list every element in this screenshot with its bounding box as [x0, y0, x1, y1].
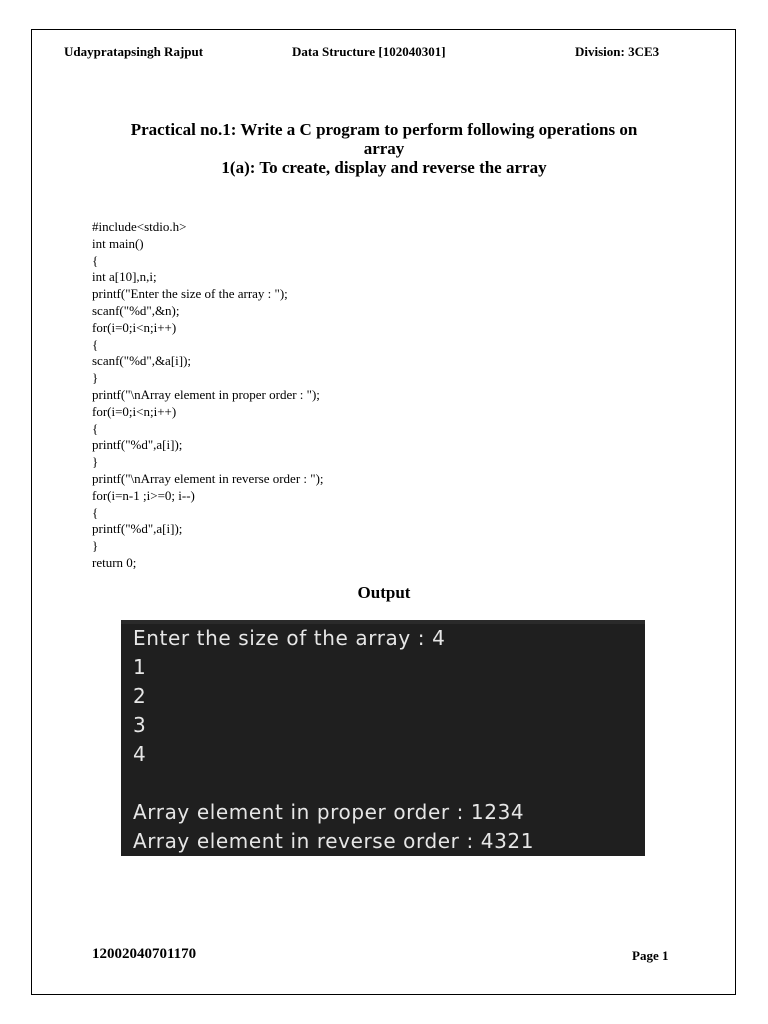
- terminal-line: Array element in reverse order : 4321: [133, 829, 535, 853]
- terminal-line: 3: [133, 713, 147, 737]
- title-line-1: Practical no.1: Write a C program to perform following operations on: [130, 120, 638, 139]
- code-line: for(i=0;i<n;i++): [92, 403, 177, 419]
- terminal-output-screenshot: [121, 620, 645, 856]
- title-line-3: 1(a): To create, display and reverse the array: [221, 158, 547, 177]
- code-line: {: [92, 420, 99, 436]
- code-line: printf("Enter the size of the array : ");: [92, 286, 288, 302]
- terminal-line: 1: [133, 655, 147, 679]
- code-line: {: [92, 252, 99, 268]
- code-line: return 0;: [92, 554, 137, 570]
- code-line: {: [92, 336, 99, 352]
- code-line: printf("%d",a[i]);: [92, 437, 183, 453]
- terminal-line: [133, 769, 645, 798]
- header-subject: Data Structure [102040301]: [292, 44, 446, 59]
- terminal-line: 4: [133, 742, 147, 766]
- header-student-name: Udaypratapsingh Rajput: [64, 44, 204, 59]
- code-line: }: [92, 454, 99, 470]
- terminal-lines: [133, 624, 645, 856]
- code-line: int a[10],n,i;: [92, 269, 157, 285]
- code-line: printf("\nArray element in proper order : ");: [92, 386, 320, 402]
- code-line: printf("%d",a[i]);: [92, 521, 183, 537]
- code-line: {: [92, 504, 99, 520]
- output-heading: Output: [357, 583, 411, 602]
- code-line: scanf("%d",&n);: [92, 302, 180, 318]
- title-line-2: array: [363, 139, 405, 158]
- terminal-line: Enter the size of the array : 4: [133, 626, 446, 650]
- practical-title: [90, 120, 678, 177]
- code-line: for(i=n-1 ;i>=0; i--): [92, 487, 195, 503]
- footer-enrollment-id: 12002040701170: [92, 946, 197, 962]
- code-line: }: [92, 538, 99, 554]
- code-line: scanf("%d",&a[i]);: [92, 353, 192, 369]
- code-line: #include<stdio.h>: [92, 219, 187, 234]
- footer-page-number: Page 1: [632, 948, 669, 963]
- code-listing: [92, 219, 324, 572]
- code-line: printf("\nArray element in reverse order : ");: [92, 470, 324, 486]
- terminal-top-strip: [121, 620, 645, 624]
- code-line: int main(): [92, 235, 144, 251]
- code-line: for(i=0;i<n;i++): [92, 319, 177, 335]
- terminal-line: 2: [133, 684, 147, 708]
- code-line: }: [92, 370, 99, 386]
- terminal-line: Array element in proper order : 1234: [133, 800, 525, 824]
- header-division: Division: 3CE3: [575, 44, 660, 59]
